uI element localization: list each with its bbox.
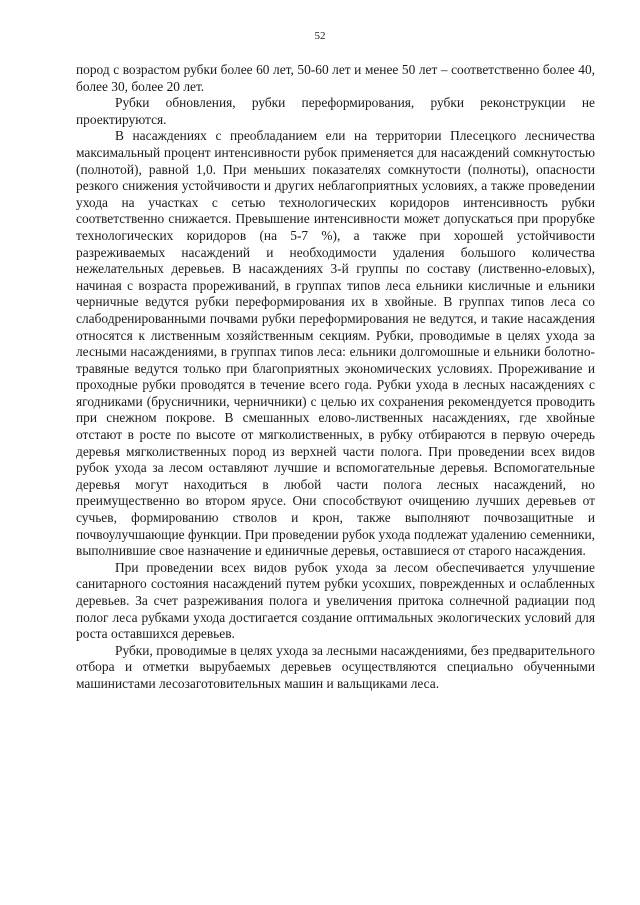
paragraph-machine-operators: Рубки, проводимые в целях ухода за лесными насаждениями, без предварительного отбора и отметки вырубаемых деревьев осуществляются специально обученными машинистами лесозаготовительных машин и вальщиками леса.	[76, 642, 595, 691]
paragraph-continuation: пород с возрастом рубки более 60 лет, 50-60 лет и менее 50 лет – соответственно более 40, более 30, более 20 лет.	[76, 62, 595, 94]
paragraph-regeneration-felling: Рубки обновления, рубки переформирования, рубки реконструкции не проектируются.	[76, 95, 595, 127]
paragraph-spruce-stands: В насаждениях с преобладанием ели на территории Плесецкого лесничества максимальный процент интенсивности рубок применяется для насаждений сомкнутостью (полнотой), равной 1,0. При меньших показателях сомкнутости (полноты), опасности резкого снижения устойчивости и других неблагоприятных условиях, а также проведении ухода на участках с сетью технологических коридоров интенсивность рубки соответственно снижается. Превышение интенсивности может допускаться при прорубке технологических коридоров (на 5-7 %), а также при хорошей устойчивости разреживаемых насаждений и необходимости удаления большого количества нежелательных деревьев. В насаждениях 3-й группы по составу (лиственно-еловых), начиная с возраста прореживаний, в группах типов леса ельники кисличные и ельники черничные ведутся рубки переформирования их в хвойные. В группах типов леса со слабодренированными почвами рубки переформирования не ведутся, и такие насаждения относятся к лиственным хозяйственным секциям. Рубки, проводимые в целях ухода за лесными насаждениями, в группах типов леса: ельники долгомошные и ельники болотно-травяные ведутся только при благоприятных экономических условиях. Прореживание и проходные рубки проводятся в течение всего года. Рубки ухода в лесных насаждениях с ягодниками (брусничники, черничники) с целью их сохранения рекомендуется проводить при снежном покрове. В смешанных елово-лиственных насаждениях, где хвойные отстают в росте по высоте от мягколиственных, в рубку отбираются в первую очередь деревья мягколиственных пород из верхней части полога. При проведении всех видов рубок ухода за лесом оставляют лучшие и вспомогательные деревья. Вспомогательные деревья могут находиться в любой части полога лесных насаждений, но преимущественно во втором ярусе. Они способствуют очищению лучших деревьев от сучьев, формированию стволов и крон, также выполняют почвозащитные и почвоулучшающие функции. При проведении рубок ухода подлежат удалению семенники, выполнившие свое назначение и единичные деревья, оставшиеся от старого насаждения.	[76, 128, 595, 559]
document-body	[76, 62, 595, 693]
paragraph-sanitary-state: При проведении всех видов рубок ухода за лесом обеспечивается улучшение санитарного состояния насаждений путем рубки усохших, поврежденных и ослабленных деревьев. За счет разреживания полога и увеличения притока солнечной радиации под полог леса рубками ухода достигается создание оптимальных экологических условий для роста оставшихся деревьев.	[76, 559, 595, 642]
page-number: 52	[314, 30, 326, 42]
